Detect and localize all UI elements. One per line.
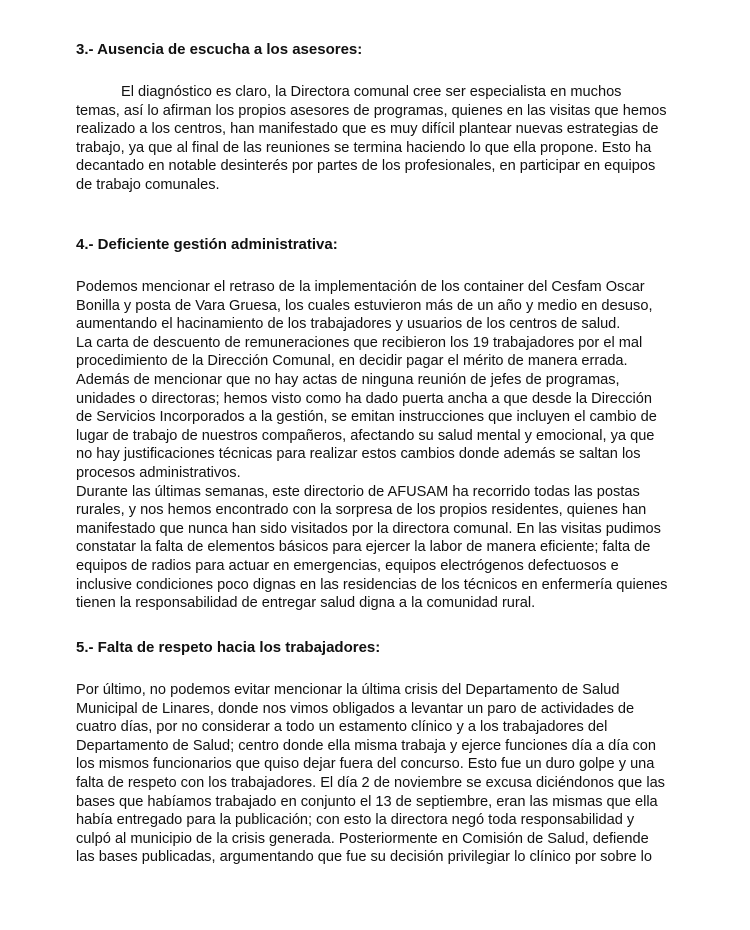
text-line: Podemos mencionar el retraso de la implementación de los container del Cesfam Oscar (76, 279, 645, 295)
text-line: no hay justificaciones técnicas para realizar estos cambios donde además se saltan los (76, 446, 641, 463)
text-line: rurales, y nos hemos encontrado con la sorpresa de los propios residentes, quienes han (76, 502, 647, 519)
text-line: Municipal de Linares, donde nos vimos obligados a levantar un paro de actividades de (76, 700, 635, 717)
text-line: trabajo, ya que al final de las reuniones se termina haciendo lo que ella propone. Esto ha (76, 139, 652, 156)
text-line: Por último, no podemos evitar mencionar la última crisis del Departamento de Salud (76, 682, 620, 698)
text-line: de Servicios Incorporados a la gestión, se emitan instrucciones que incluyen el cambio de (76, 409, 657, 426)
text-line: culpó al municipio de la crisis generada. Posteriormente en Comisión de Salud, defiende (76, 830, 649, 847)
text-line: las bases publicadas, argumentando que fue su decisión privilegiar lo clínico por sobre lo (76, 849, 652, 866)
text-line: Departamento de Salud; centro donde ella misma trabaja y ejerce funciones día a día con (76, 737, 657, 754)
text-line: La carta de descuento de remuneraciones que recibieron los 19 trabajadores por el mal (76, 334, 643, 351)
text-line: Durante las últimas semanas, este directorio de AFUSAM ha recorrido todas las postas (76, 483, 640, 500)
text-line: temas, así lo afirman los propios asesores de programas, quienes en las visitas que hemos (76, 102, 667, 119)
text-line: equipos de radios para actuar en emergencias, equipos electrógenos defectuosos e (76, 557, 619, 574)
text-line: El diagnóstico es claro, la Directora comunal cree ser especialista en muchos (121, 84, 622, 100)
text-line: constatar la falta de elementos básicos para ejercer la labor de manera eficiente; falta de (76, 539, 651, 556)
text-line: bases que habíamos trabajado en conjunto el 13 de septiembre, eran las mismas que ella (76, 793, 658, 810)
text-line: Además de mencionar que no hay actas de ninguna reunión de jefes de programas, (76, 371, 620, 388)
text-line: procedimiento de la Dirección Comunal, en decidir pagar el mérito de manera errada. (76, 353, 628, 370)
text-line: Bonilla y posta de Vara Gruesa, los cuales estuvieron más de un año y medio en desuso, (76, 297, 653, 314)
text-line: unidades o directoras; hemos visto como ha dado puerta ancha a que desde la Dirección (76, 390, 652, 407)
text-line: falta de respeto con los trabajadores. El día 2 de noviembre se excusa diciéndonos que las (76, 774, 665, 791)
text-line: los mismos funcionarios que quiso dejar fuera del concurso. Esto fue un duro golpe y una (76, 756, 655, 773)
section-4-paragraph (76, 278, 667, 613)
text-line: decantado en notable desinterés por partes de los profesionales, en participar en equipos (76, 158, 656, 175)
section-3-heading: 3.- Ausencia de escucha a los asesores: (76, 41, 363, 58)
text-line: había entregado para la publicación; con esto la directora negó toda responsabilidad y (76, 812, 635, 829)
text-line: lugar de trabajo de nuestros compañeros, afectando su salud mental y emocional, ya que (76, 427, 655, 444)
text-line: tienen la responsabilidad de entregar salud digna a la comunidad rural. (76, 595, 536, 612)
section-5-heading: 5.- Falta de respeto hacia los trabajadores: (76, 639, 381, 656)
text-line: inclusive condiciones poco dignas en las residencias de los técnicos en enfermería quienes (76, 576, 668, 593)
text-line: realizado a los centros, han manifestado que es muy difícil plantear nuevas estrategias de (76, 121, 659, 138)
text-line: procesos administrativos. (76, 464, 241, 481)
section-4-heading: 4.- Deficiente gestión administrativa: (76, 236, 338, 253)
text-line: de trabajo comunales. (76, 176, 220, 193)
text-line: aumentando el hacinamiento de los trabajadores y usuarios de los centros de salud. (76, 316, 621, 333)
text-line: cuatro días, por no considerar a todo un estamento clínico y a los trabajadores del (76, 719, 608, 736)
section-3-paragraph (76, 83, 667, 195)
text-line: manifestado que nunca han sido visitados por la directora comunal. En las visitas pudimos (76, 520, 661, 537)
section-5-paragraph (76, 681, 665, 867)
